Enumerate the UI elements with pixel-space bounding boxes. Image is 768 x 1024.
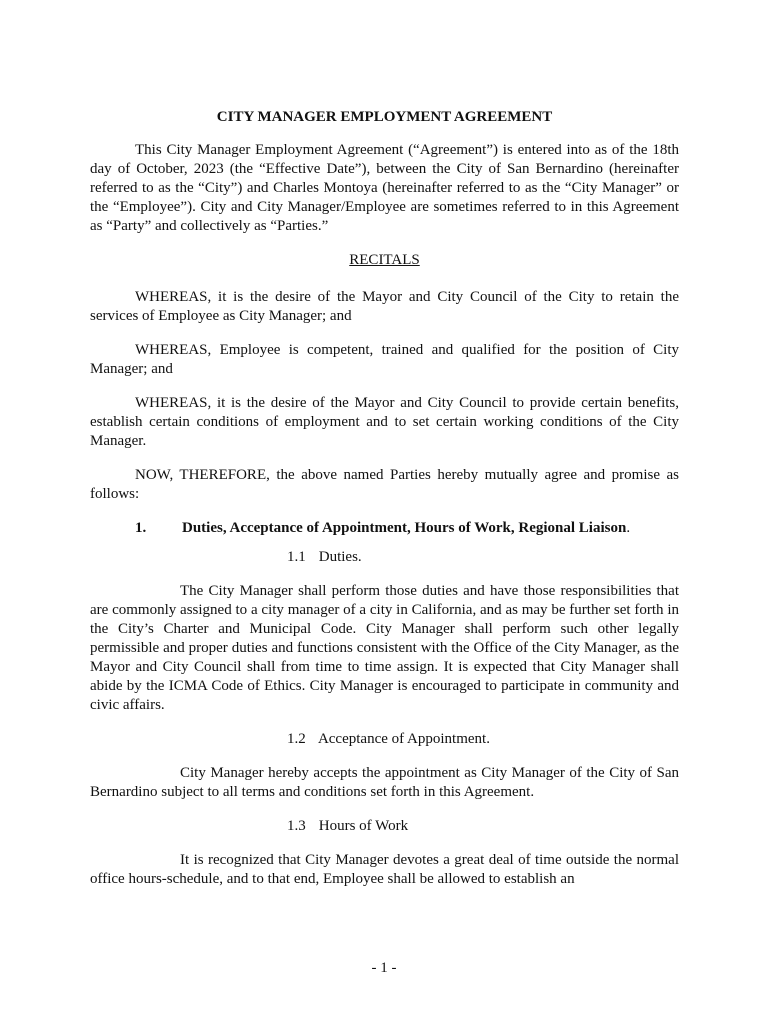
section-1-title-wrap — [182, 519, 630, 538]
recitals-heading: RECITALS — [349, 252, 420, 268]
subsection-1-3-heading — [90, 817, 679, 836]
subsection-1-1-body: The City Manager shall perform those duties and have those responsibilities that are commonly assigned to a city manager of a city in California, and as may be further set forth in the City’s Charter and Municipal Code. City Manager shall perform such other legally permissible and proper duties and functions consistent with the Office of the City Manager, as the Mayor and City Council shall from time to time assign. It is expected that City Manager shall abide by the ICMA Code of Ethics. City Manager is encouraged to participate in community and civic affairs. — [90, 583, 679, 713]
subsection-1-2-heading — [90, 730, 679, 749]
subsection-1-3-number: 1.3 — [287, 818, 306, 834]
section-1-heading — [90, 519, 679, 538]
subsection-1-3-title: Hours of Work — [318, 818, 409, 834]
recital-paragraph-1: WHEREAS, it is the desire of the Mayor and City Council of the City to retain the services of Employee as City Manager; and — [90, 289, 679, 324]
subsection-1-1-heading — [90, 548, 679, 567]
page-number: - 1 - — [371, 960, 397, 976]
section-1-title: Duties, Acceptance of Appointment, Hours of Work, Regional Liaison — [182, 520, 627, 536]
subsection-1-1-title: Duties. — [318, 549, 362, 565]
subsection-1-1-number: 1.1 — [287, 549, 306, 565]
document-title: CITY MANAGER EMPLOYMENT AGREEMENT — [216, 109, 553, 125]
document-body — [90, 108, 679, 904]
section-1-title-end: . — [626, 520, 631, 536]
subsection-1-3-body: It is recognized that City Manager devotes a great deal of time outside the normal office hours-schedule, and to that end, Employee shall be allowed to establish an — [90, 852, 679, 887]
recital-paragraph-3: WHEREAS, it is the desire of the Mayor and City Council to provide certain benefits, establish certain conditions of employment and to set certain working conditions of the City Manager. — [90, 395, 679, 449]
subsection-1-2-body: City Manager hereby accepts the appointment as City Manager of the City of San Bernardino subject to all terms and conditions set forth in this Agreement. — [90, 765, 679, 800]
intro-paragraph: This City Manager Employment Agreement (“Agreement”) is entered into as of the 18th day of October, 2023 (the “Effective Date”), between the City of San Bernardino (hereinafter referred to as the “City”) and Charles Montoya (hereinafter referred to as the “City Manager” or the “Employee”). City and City Manager/Employee are sometimes referred to in this Agreement as “Party” and collectively as “Parties.” — [90, 142, 679, 234]
now-therefore-paragraph: NOW, THEREFORE, the above named Parties hereby mutually agree and promise as follows: — [90, 467, 679, 502]
section-1-number: 1. — [135, 520, 147, 536]
recital-paragraph-2: WHEREAS, Employee is competent, trained and qualified for the position of City Manager; and — [90, 342, 679, 377]
subsection-1-2-number: 1.2 — [287, 731, 306, 747]
subsection-1-2-title: Acceptance of Appointment. — [317, 731, 490, 747]
